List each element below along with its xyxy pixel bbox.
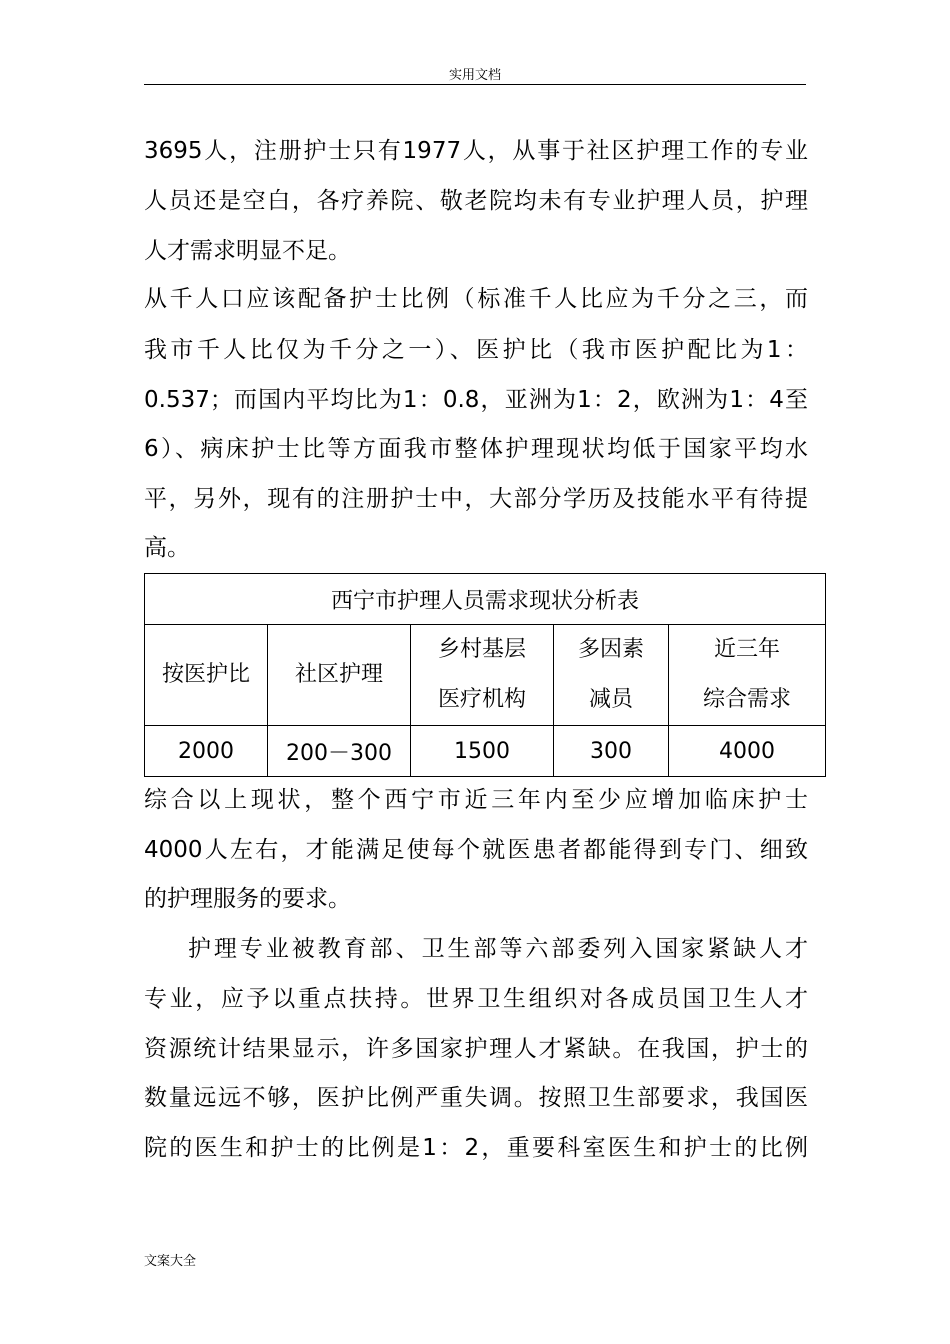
table-value-cell: 1500 bbox=[411, 726, 554, 777]
page-header: 实用文档 bbox=[448, 68, 501, 83]
table-header-cell bbox=[411, 625, 554, 726]
table-header-cell bbox=[268, 625, 411, 726]
header-line: 按医护比 bbox=[161, 662, 250, 687]
header-line: 减员 bbox=[588, 687, 633, 712]
paragraph-2-line-4: 6）、病床护士比等方面我市整体护理现状均低于国家平均水 bbox=[144, 436, 808, 462]
paragraph-4-line-5: 院的医生和护士的比例是1：2，重要科室医生和护士的比例 bbox=[144, 1135, 808, 1161]
paragraph-4-line-3: 资源统计结果显示，许多国家护理人才紧缺。在我国，护士的 bbox=[144, 1036, 808, 1062]
table-value-cell: 4000 bbox=[669, 726, 826, 777]
paragraph-4-line-1: 护理专业被教育部、卫生部等六部委列入国家紧缺人才 bbox=[162, 936, 808, 962]
paragraph-2-line-5: 平，另外，现有的注册护士中，大部分学历及技能水平有待提 bbox=[144, 486, 808, 512]
header-line: 近三年 bbox=[714, 637, 781, 662]
table-value-cell: 300 bbox=[554, 726, 669, 777]
paragraph-4-line-2: 专业，应予以重点扶持。世界卫生组织对各成员国卫生人才 bbox=[144, 986, 808, 1012]
paragraph-2-line-6: 高。 bbox=[144, 535, 190, 561]
header-line: 综合需求 bbox=[703, 687, 792, 712]
table-title: 西宁市护理人员需求现状分析表 bbox=[145, 574, 826, 625]
paragraph-2-line-2: 我市千人比仅为千分之一）、医护比（我市医护配比为1： bbox=[144, 337, 808, 363]
table-header-cell bbox=[145, 625, 268, 726]
header-line: 乡村基层 bbox=[437, 637, 526, 662]
header-divider bbox=[144, 84, 806, 85]
header-line: 社区护理 bbox=[294, 662, 383, 687]
paragraph-3-line-1: 综合以上现状，整个西宁市近三年内至少应增加临床护士 bbox=[144, 787, 808, 813]
table-value-cell: 2000 bbox=[145, 726, 268, 777]
table-header-cell bbox=[554, 625, 669, 726]
page-footer: 文案大全 bbox=[144, 1254, 197, 1269]
paragraph-1-line-2: 人员还是空白，各疗养院、敬老院均未有专业护理人员，护理 bbox=[144, 188, 808, 214]
header-line: 医疗机构 bbox=[437, 687, 526, 712]
paragraph-3-line-3: 的护理服务的要求。 bbox=[144, 886, 351, 912]
paragraph-1-line-3: 人才需求明显不足。 bbox=[144, 238, 351, 264]
header-line: 多因素 bbox=[577, 637, 644, 662]
paragraph-2-line-3: 0.537；而国内平均比为1：0.8，亚洲为1：2，欧洲为1：4至 bbox=[144, 387, 808, 413]
nursing-demand-table bbox=[144, 573, 826, 777]
paragraph-2-line-1: 从千人口应该配备护士比例（标准千人比应为千分之三，而 bbox=[144, 286, 808, 312]
paragraph-1-line-1: 3695人，注册护士只有1977人，从事于社区护理工作的专业 bbox=[144, 138, 808, 164]
table-header-cell bbox=[669, 625, 826, 726]
paragraph-4-line-4: 数量远远不够，医护比例严重失调。按照卫生部要求，我国医 bbox=[144, 1085, 808, 1111]
paragraph-3-line-2: 4000人左右，才能满足使每个就医患者都能得到专门、细致 bbox=[144, 837, 808, 863]
table-value-cell: 200－300 bbox=[268, 726, 411, 777]
